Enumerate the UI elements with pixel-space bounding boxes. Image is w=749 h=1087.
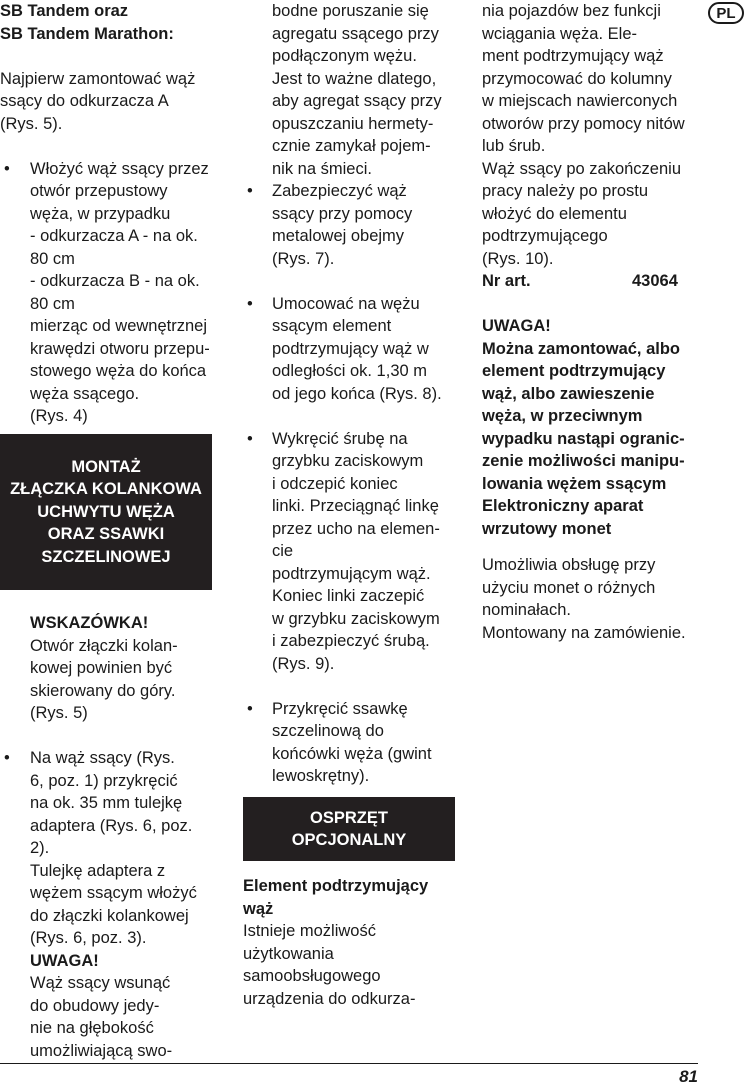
bullet-item [243,293,458,406]
text-line: 80 cm [30,294,75,313]
text-line: 2). [30,839,50,857]
text-line: wrzutowy monet [482,519,612,538]
text-line: samoobsługowego [243,967,381,985]
text-line: element podtrzymujący [482,362,666,380]
box-title [243,807,455,852]
bullet-dot: • [247,699,253,718]
text-line: aby agregat ssący przy [272,92,442,110]
text-line: (Rys. 7). [272,249,335,268]
intro-paragraph [0,68,225,136]
text-line: OSPRZĘT [310,808,388,827]
text-line: Wąż ssący wsunąć [30,974,171,992]
text-line: adaptera (Rys. 6, poz. [30,816,193,835]
column-2 [243,0,458,788]
text-line: węża, w przeciwnym [482,407,643,425]
text-line: linki. Przeciągnąć linkę [272,497,439,515]
text-line: Zabezpieczyć wąż [272,182,407,200]
bullet-text [30,158,225,428]
text-line: (Rys. 10). [482,249,554,268]
text-line: otwór przepustowy [30,182,168,200]
text-line: odległości ok. 1,30 m [272,362,428,380]
text-line: Umocować na wężu [272,294,420,313]
text-line: do obudowy jedy- [30,996,160,1015]
text-line: ssącym element [272,317,392,335]
column-2-lower [243,875,458,1010]
text-line: Koniec linki zaczepić [272,587,425,605]
bullet-dot: • [247,294,253,313]
section-box-montaz [0,434,212,590]
text-line: SB Tandem oraz [0,2,129,20]
text-line: ORAZ SSAWKI [47,525,165,544]
text-line: agregatu ssącego przy [272,24,439,43]
text-line: lub śrub. [482,137,546,155]
text-line: MONTAŻ [71,457,141,476]
text-line: nia pojazdów bez funkcji [482,2,661,20]
bullet-dot: • [247,182,253,200]
text-line: cznie zamykał pojem- [272,137,431,155]
text-line: umożliwiającą swo- [30,1041,173,1060]
text-line: ssący przy pomocy [272,204,413,223]
bullet-dot: • [4,749,10,767]
language-badge: PL [708,2,744,24]
text-line: Otwór złączki kolan- [30,636,178,655]
article-number: 43064 [632,272,678,290]
bullet-text [272,293,458,406]
text-line: ssący do odkurzacza A [0,92,169,110]
warning-text [30,972,225,1062]
text-line: Wąż ssący po zakończeniu [482,159,682,178]
text-line: wąż [243,899,274,918]
text-line: (Rys. 9). [272,654,335,673]
text-line: w miejscach nawierconych [482,92,678,110]
text-line: opuszczaniu hermety- [272,114,434,133]
text-line: i odczepić koniec [272,474,398,493]
text-line: i zabezpieczyć śrubą. [272,632,430,650]
text-line: zenie możliwości manipu- [482,452,685,470]
column-1-lower [0,612,225,1062]
bullet-text [272,698,458,788]
bullet-text [30,747,225,950]
bullet-text [272,180,458,270]
text-line: Włożyć wąż ssący przez [30,159,209,178]
bullet-text [272,428,458,676]
text-line: Elektroniczny aparat [482,497,644,515]
page-number: 81 [679,1067,698,1086]
subsection-title [243,875,458,920]
text-line: wąż, albo zawieszenie [482,384,655,403]
bullet-dot: • [4,159,10,178]
text-line: Jest to ważne dlatego, [272,69,437,88]
continued-text [272,0,458,180]
text-line: Przykręcić ssawkę [272,699,408,718]
text-line: Najpierw zamontować wąż [0,69,196,88]
text-line: 80 cm [30,249,75,268]
text-line: SZCZELINOWEJ [41,547,171,566]
text-line: cie [272,542,294,560]
text-line: włożyć do elementu [482,204,627,223]
bullet-item [243,698,458,788]
bullet-item [0,747,225,1062]
text-line: podtrzymujący wąż w [272,339,429,358]
text-line: Umożliwia obsługę przy [482,556,656,574]
text-line: Można zamontować, albo [482,339,681,358]
text-line: nik na śmieci. [272,159,372,178]
bullet-item [243,428,458,676]
bullet-item [0,158,225,428]
text-line: Montowany na zamówienie. [482,623,686,642]
text-line: krawędzi otworu przepu- [30,339,210,358]
text-line: lewoskrętny). [272,767,370,785]
text-line: nie na głębokość [30,1019,154,1037]
text-line: lowania wężem ssącym [482,474,667,493]
subsection-text [243,920,458,1010]
text-line: podłączonym wężu. [272,47,417,65]
text-line: podtrzymującym wąż. [272,564,431,583]
text-line: od jego końca (Rys. 8). [272,384,442,403]
text-line: użytkowania [243,944,334,963]
text-line: (Rys. 5) [30,704,88,722]
text-line: przymocować do kolumny [482,69,672,88]
text-line: OPCJONALNY [291,831,407,849]
text-line: ZŁĄCZKA KOLANKOWA [10,480,202,499]
section-box-osprzet [243,797,455,861]
text-line: wciągania węża. Ele- [482,24,637,43]
text-line: - odkurzacza A - na ok. [30,227,198,245]
text-line: na ok. 35 mm tulejkę [30,794,183,812]
note-text [30,635,225,725]
article-number-row [482,270,704,293]
text-line: 6, poz. 1) przykręcić [30,771,178,790]
text-line: grzybku zaciskowym [272,452,424,470]
warning-title: UWAGA! [30,951,99,970]
bullet-item [243,180,458,270]
column-3 [482,0,704,644]
text-line: ment podtrzymujący wąż [482,47,664,65]
text-line: metalowej obejmy [272,227,405,245]
text-line: końcówki węża (gwint [272,744,432,763]
text-line: podtrzymującego [482,227,608,245]
text-line: otworów przy pomocy nitów [482,114,685,133]
text-line: nominałach. [482,601,571,619]
text-line: - odkurzacza B - na ok. [30,272,200,290]
text-line: skierowany do góry. [30,681,176,700]
note-title: WSKAZÓWKA! [30,614,149,632]
warning-title: UWAGA! [482,317,551,335]
text-line: Element podtrzymujący [243,877,429,895]
bullet-dot: • [247,429,253,448]
text-line: Tulejkę adaptera z [30,861,166,880]
column-1 [0,0,225,428]
text-line: UCHWYTU WĘŻA [37,502,175,521]
text-line: (Rys. 5). [0,114,63,133]
subsection-text [482,554,704,644]
text-line: węża ssącego. [30,384,140,403]
text-line: użyciu monet o różnych [482,578,656,597]
continued-text [482,0,704,270]
text-line: (Rys. 6, poz. 3). [30,929,147,947]
text-line: szczelinową do [272,722,384,740]
text-line: pracy należy po prostu [482,182,649,200]
text-line: węża, w przypadku [30,204,171,223]
text-line: Na wąż ssący (Rys. [30,749,175,767]
text-line: SB Tandem Marathon: [0,24,174,43]
text-line: Wykręcić śrubę na [272,429,408,448]
footer-rule [0,1063,698,1064]
article-label: Nr art. [482,272,531,290]
text-line: kowej powinien być [30,659,173,677]
section-heading [0,0,225,45]
text-line: w grzybku zaciskowym [272,609,440,628]
box-title [0,456,212,569]
text-line: przez ucho na elemen- [272,519,440,538]
text-line: Istnieje możliwość [243,922,376,940]
text-line: wężem ssącym włożyć [30,884,197,902]
text-line: bodne poruszanie się [272,2,429,20]
text-line: (Rys. 4) [30,407,88,425]
subsection-title [482,495,704,540]
text-line: wypadku nastąpi ogranic- [482,429,685,448]
text-line: stowego węża do końca [30,362,207,380]
text-line: mierząc od wewnętrznej [30,317,207,335]
warning-text [482,338,704,496]
text-line: urządzenia do odkurza- [243,989,416,1008]
text-line: do złączki kolankowej [30,906,189,925]
